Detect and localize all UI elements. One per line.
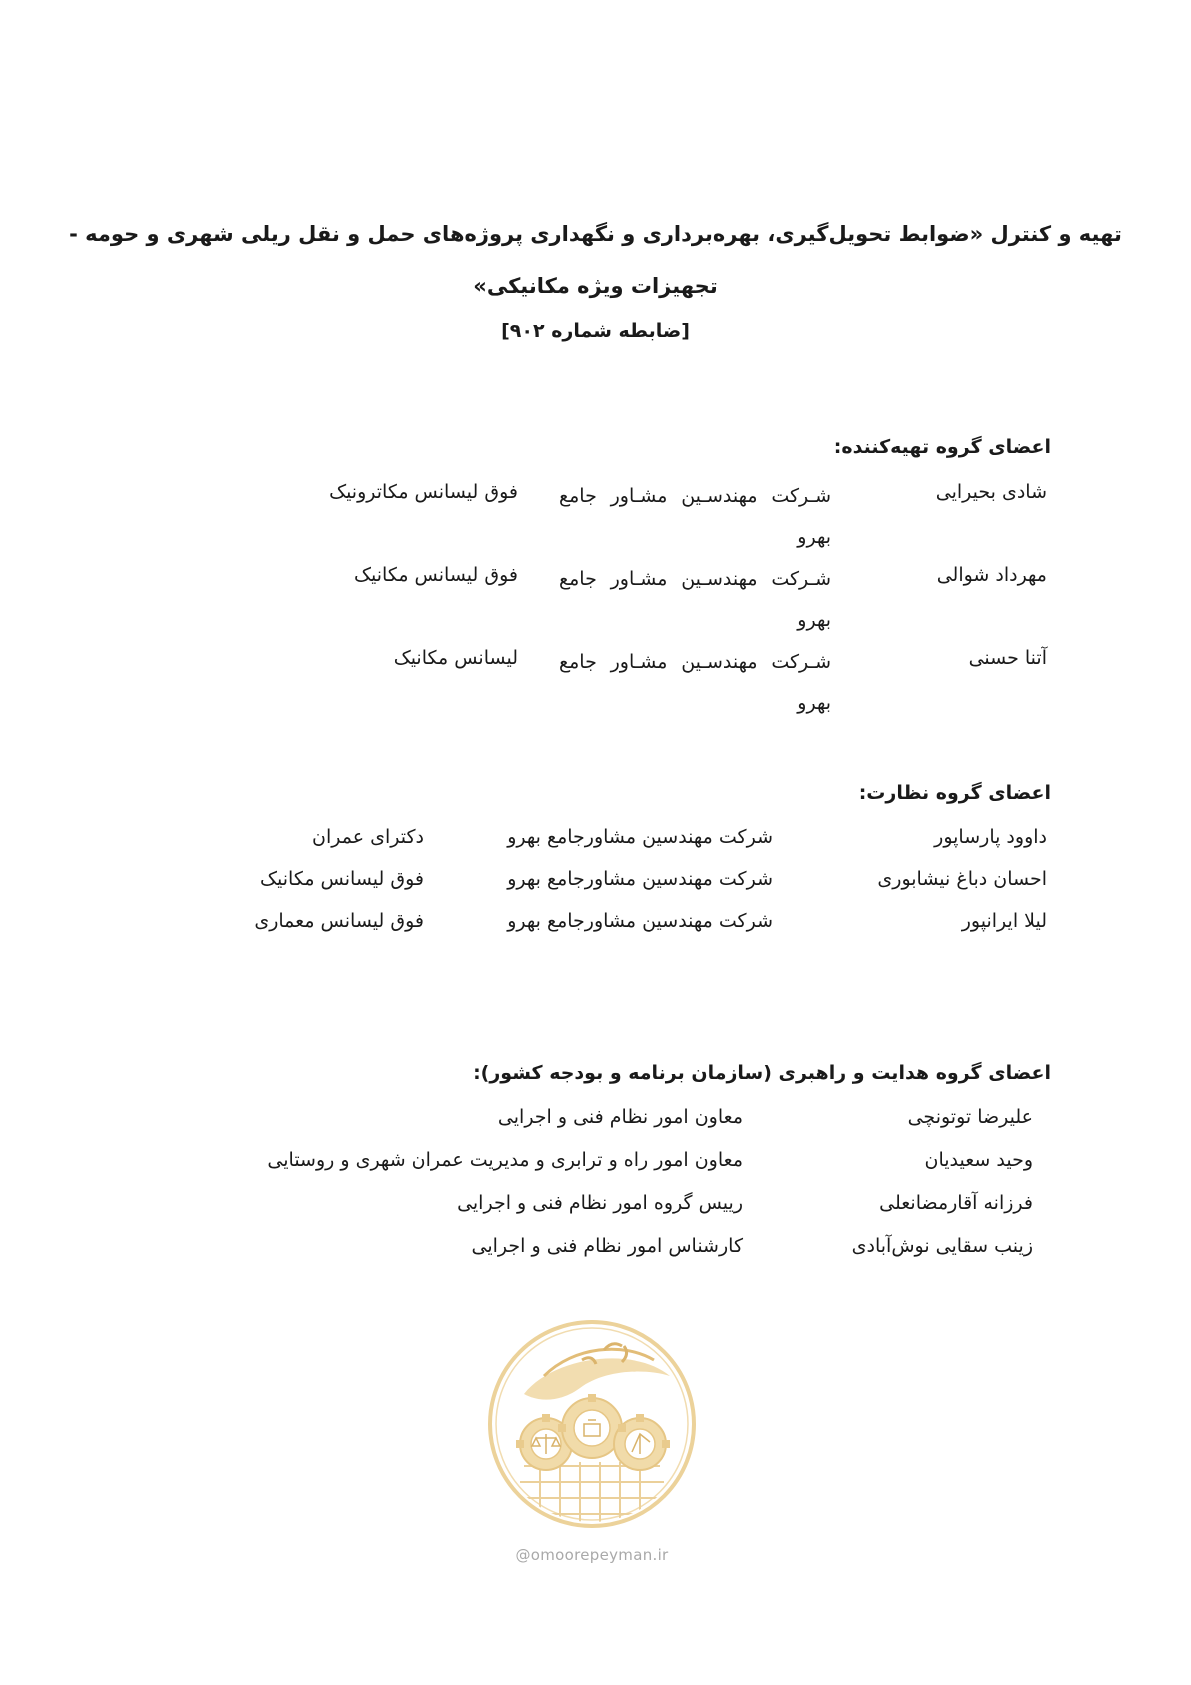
preparer-degree: فوق لیسانس مکاترونیک bbox=[329, 481, 518, 503]
preparer-company: شـرکت مهندسـین مشـاور جامع بهرو bbox=[559, 568, 831, 631]
preparers-heading: اعضای گروه تهیه‌کننده: bbox=[833, 436, 1051, 458]
supervisor-degree: فوق لیسانس معماری bbox=[254, 910, 424, 932]
watermark-seal-logo bbox=[484, 1316, 700, 1532]
supervisor-name: لیلا ایرانپور bbox=[961, 910, 1047, 932]
guidance-member-role: کارشناس امور نظام فنی و اجرایی bbox=[471, 1235, 743, 1257]
supervisor-name: داوود پارساپور bbox=[934, 826, 1047, 848]
guidance-member-role: معاون امور نظام فنی و اجرایی bbox=[497, 1106, 743, 1128]
guidance-member-name: علیرضا توتونچی bbox=[907, 1106, 1033, 1128]
supervisor-degree: دکترای عمران bbox=[312, 826, 424, 848]
preparer-degree: لیسانس مکانیک bbox=[393, 647, 518, 669]
supervisor-name: احسان دباغ نیشابوری bbox=[877, 868, 1047, 890]
guidance-member-role: معاون امور راه و ترابری و مدیریت عمران شهری و روستایی bbox=[267, 1149, 743, 1171]
supervisor-company: شرکت مهندسین مشاورجامع بهرو bbox=[507, 868, 773, 890]
preparer-degree: فوق لیسانس مکانیک bbox=[354, 564, 518, 586]
preparer-name: شادی بحیرایی bbox=[935, 481, 1047, 503]
document-code: [ضابطه شماره ۹۰۲] bbox=[501, 320, 690, 342]
preparer-name: مهرداد شوالی bbox=[936, 564, 1047, 586]
guidance-member-role: رییس گروه امور نظام فنی و اجرایی bbox=[457, 1192, 743, 1214]
document-title-line-2: تجهیزات ویژه مکانیکی» bbox=[473, 274, 718, 298]
guidance-member-name: وحید سعیدیان bbox=[924, 1149, 1033, 1171]
supervisors-heading: اعضای گروه نظارت: bbox=[858, 782, 1051, 804]
watermark-website: @omoorepeyman.ir bbox=[515, 1546, 669, 1564]
guidance-member-name: زینب سقایی نوش‌آبادی bbox=[851, 1235, 1033, 1257]
preparer-company: شـرکت مهندسـین مشـاور جامع بهرو bbox=[559, 485, 831, 548]
document-title-line-1: تهیه و کنترل «ضوابط تحویل‌گیری، بهره‌برداری و نگهداری پروژه‌های حمل و نقل ریلی شهری و حومه - bbox=[69, 222, 1122, 246]
preparer-name: آتنا حسنی bbox=[968, 647, 1047, 669]
supervisor-company: شرکت مهندسین مشاورجامع بهرو bbox=[507, 910, 773, 932]
supervisor-degree: فوق لیسانس مکانیک bbox=[260, 868, 424, 890]
supervisor-company: شرکت مهندسین مشاورجامع بهرو bbox=[507, 826, 773, 848]
guidance-member-name: فرزانه آقارمضانعلی bbox=[879, 1192, 1033, 1214]
preparer-company: شـرکت مهندسـین مشـاور جامع بهرو bbox=[559, 651, 831, 714]
guidance-heading: اعضای گروه هدایت و راهبری (سازمان برنامه و بودجه کشور): bbox=[473, 1062, 1051, 1084]
